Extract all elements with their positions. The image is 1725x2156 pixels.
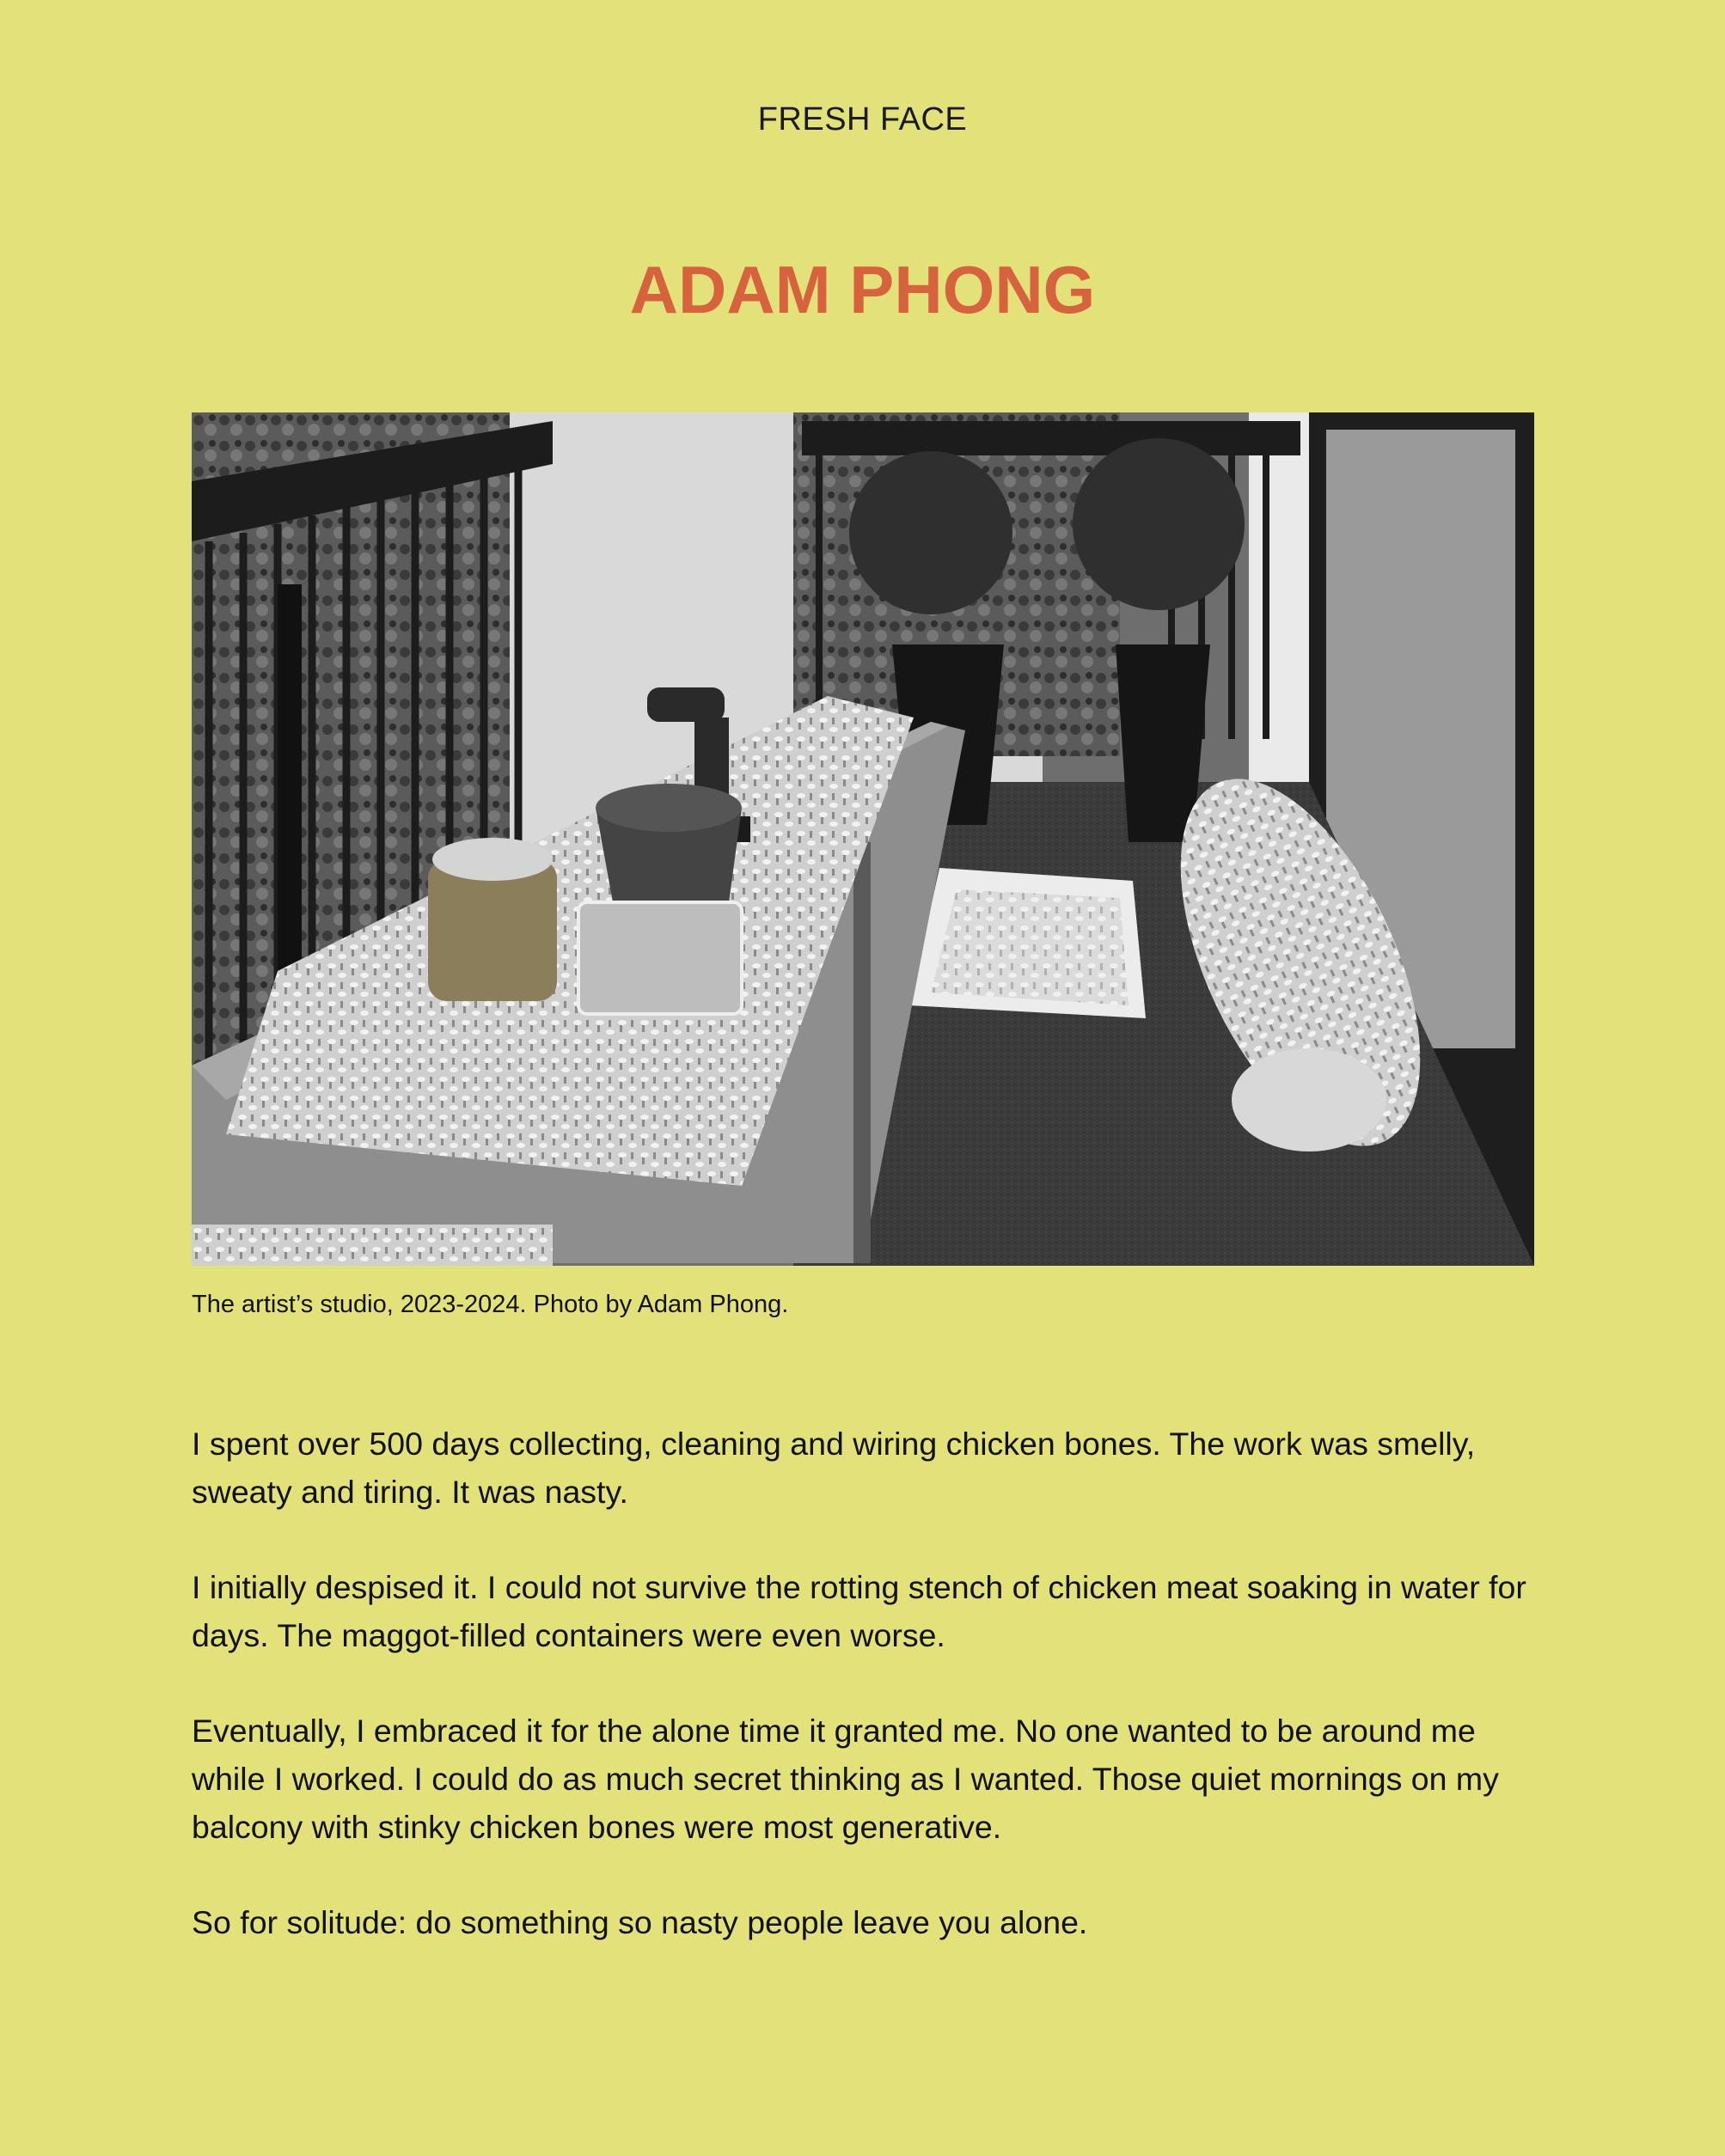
studio-photo (192, 412, 1534, 1266)
photo-caption: The artist’s studio, 2023-2024. Photo by Adam Phong. (192, 1291, 789, 1318)
article-body (192, 1420, 1534, 1994)
article-paragraph: I initially despised it. I could not survive the rotting stench of chicken meat soaking in water for days. The maggot-filled containers were even worse. (192, 1569, 1526, 1653)
article-paragraph: I spent over 500 days collecting, cleaning and wiring chicken bones. The work was smelly, sweaty and tiring. It was nasty. (192, 1426, 1476, 1510)
artist-name-heading: ADAM PHONG (629, 252, 1096, 327)
article-paragraph: So for solitude: do something so nasty people leave you alone. (192, 1904, 1088, 1940)
section-label: FRESH FACE (757, 101, 968, 137)
article-paragraph: Eventually, I embraced it for the alone time it granted me. No one wanted to be around me while I worked. I could do as much secret thinking as I wanted. Those quiet mornings on my balcony with stinky chicken bones were most generative. (192, 1713, 1499, 1845)
